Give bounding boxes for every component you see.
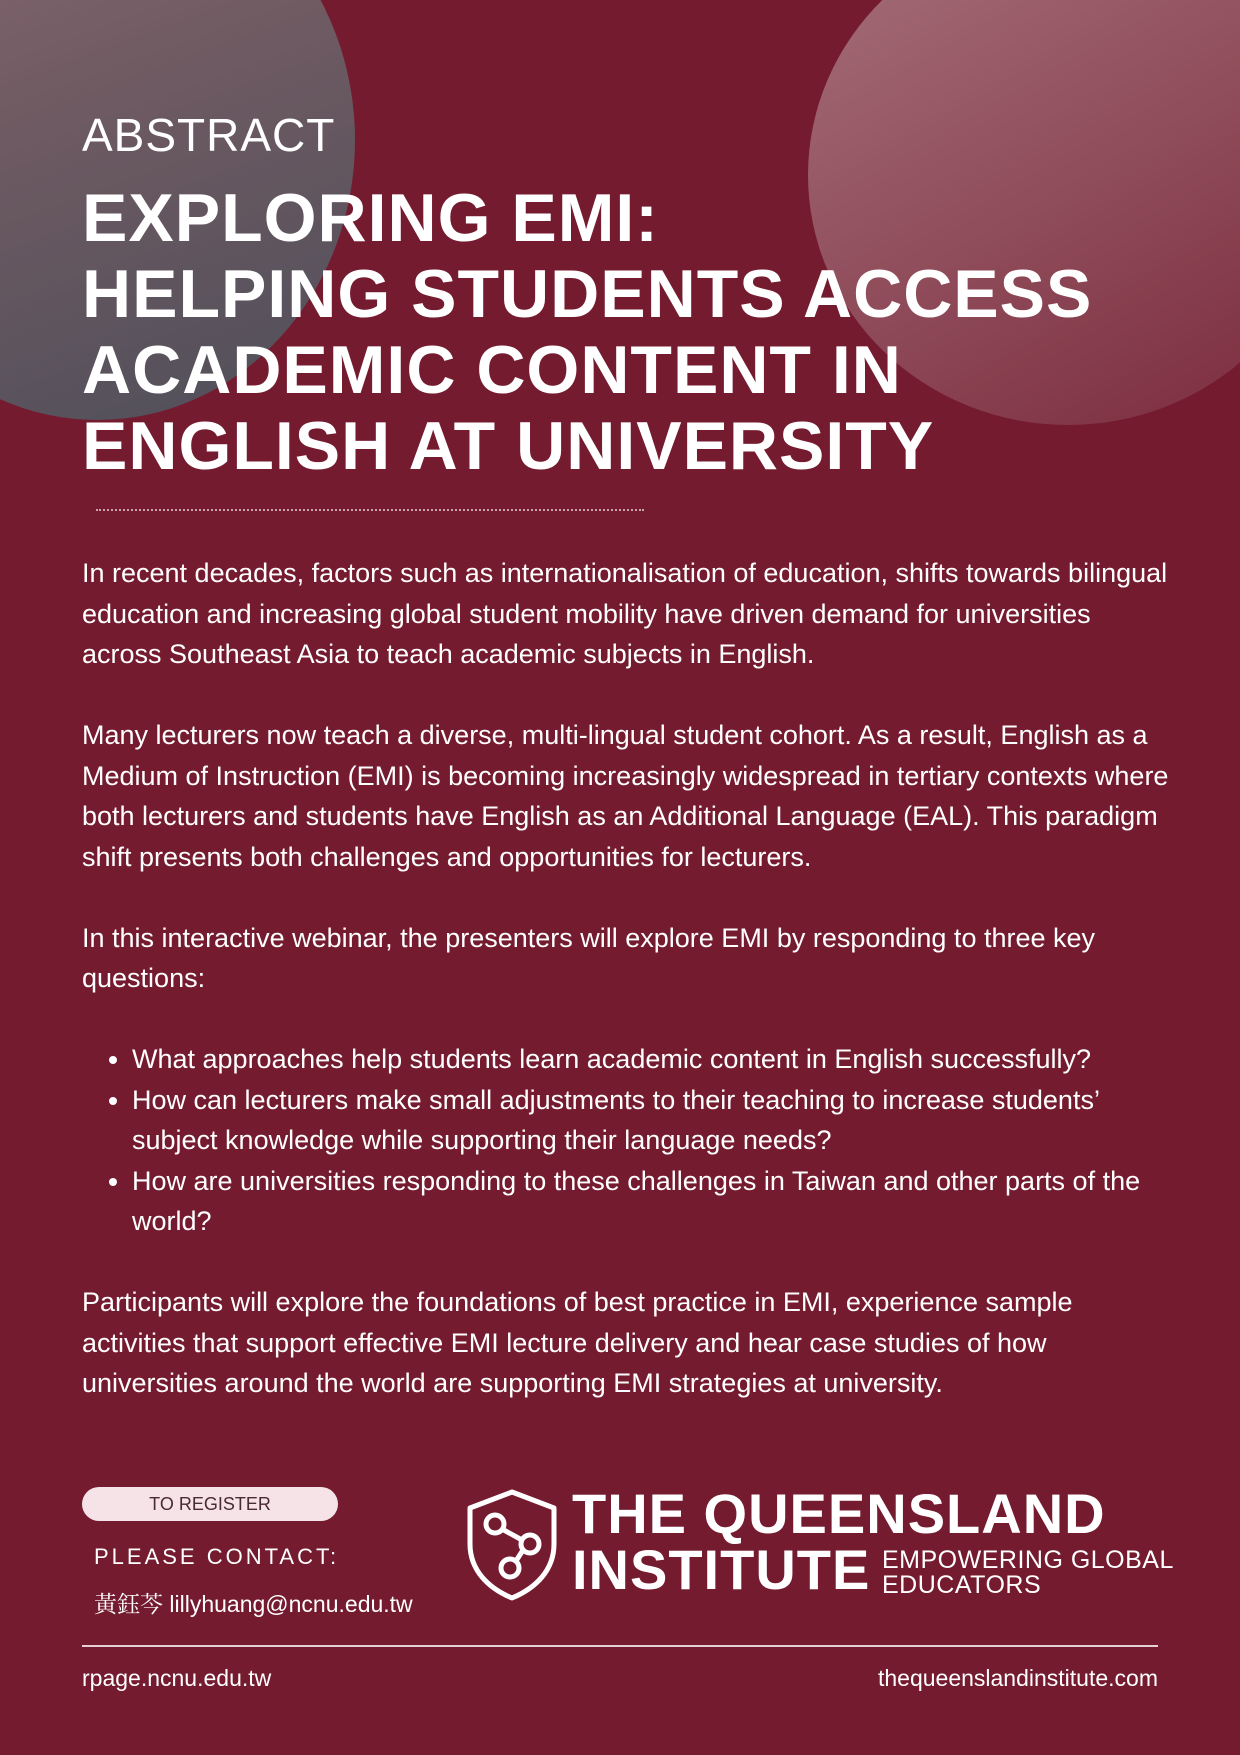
contact-email-link[interactable]: lillyhuang@ncnu.edu.tw [169, 1591, 413, 1617]
contact-name: 黃鈺芩 [94, 1591, 163, 1617]
abstract-body [82, 553, 1172, 1444]
logo-text-line1: THE QUEENSLAND [572, 1482, 1106, 1545]
list-item: • How can lecturers make small adjustments to their teaching to increase students’ subject knowledge while supporting their language needs? [132, 1080, 1172, 1161]
footer-link-ncnu[interactable]: rpage.ncnu.edu.tw [82, 1665, 272, 1691]
tagline-line: EMPOWERING GLOBAL [882, 1546, 1174, 1574]
title-line: EXPLORING EMI: [82, 180, 659, 256]
paragraph-intro: In recent decades, factors such as internationalisation of education, shifts towards bilingual education and increasing global student mobility have driven demand for universities across Southeast Asia to teach academic subjects in English. [82, 558, 1168, 669]
register-badge: TO REGISTER [82, 1487, 338, 1521]
contact-label: PLEASE CONTACT: [94, 1544, 340, 1569]
title-line: ENGLISH AT UNIVERSITY [82, 408, 935, 484]
logo-tagline [882, 1548, 1174, 1598]
list-item: • How are universities responding to these challenges in Taiwan and other parts of the world? [132, 1161, 1172, 1242]
footer-divider [82, 1645, 1158, 1647]
title-line: ACADEMIC CONTENT IN [82, 332, 902, 408]
footer-link-institute[interactable]: thequeenslandinstitute.com [877, 1665, 1158, 1691]
paragraph-closing: Participants will explore the foundations of best practice in EMI, experience sample activities that support effective EMI lecture delivery and hear case studies of how universities around the world are supporting EMI strategies at university. [82, 1287, 1073, 1398]
paragraph-webinar: In this interactive webinar, the presenters will explore EMI by responding to three key questions: [82, 922, 1096, 993]
paragraph-context: Many lecturers now teach a diverse, multi-lingual student cohort. As a result, English as a Medium of Instruction (EMI) is becoming increasingly widespread in tertiary contexts where both lecturers and students have English as an Additional Language (EAL). This paradigm shift presents both challenges and opportunities for lecturers. [82, 720, 1169, 872]
dotted-divider [96, 509, 644, 511]
tagline-line: EDUCATORS [882, 1571, 1042, 1599]
page-title [82, 180, 1202, 484]
key-questions-list [82, 1039, 1172, 1242]
logo-text-line2: INSTITUTE [572, 1538, 871, 1601]
abstract-label: ABSTRACT [82, 109, 336, 161]
title-line: HELPING STUDENTS ACCESS [82, 256, 1093, 332]
shield-share-icon [462, 1488, 562, 1602]
list-item: • What approaches help students learn academic content in English successfully? [132, 1039, 1172, 1080]
contact-info [94, 1586, 413, 1619]
